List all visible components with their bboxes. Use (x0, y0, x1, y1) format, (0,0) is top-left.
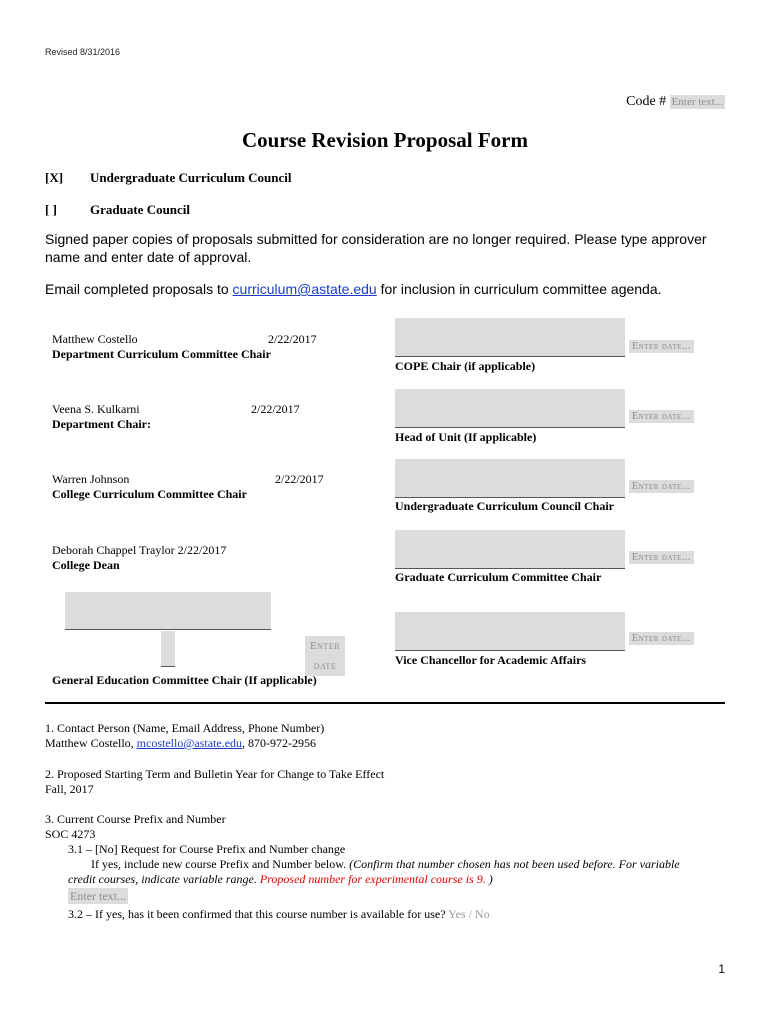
signer-role: Department Chair: (52, 417, 151, 431)
question-1 (45, 721, 725, 751)
council-graduate[interactable] (45, 202, 190, 218)
question-3-answer: SOC 4273 (45, 827, 96, 841)
yes-no-selector[interactable]: Yes / No (448, 907, 490, 921)
signer-date: 2/22/2017 (177, 543, 227, 557)
signer-role: College Curriculum Committee Chair (52, 487, 247, 501)
date-input-cope[interactable]: Enter date... (629, 340, 694, 353)
question-3-2: 3.2 – If yes, has it been confirmed that this course number is available for use? Yes / No (68, 907, 490, 921)
code-label: Code # (626, 94, 667, 109)
question-2-label: 2. Proposed Starting Term and Bulletin Year for Change to Take Effect (45, 767, 385, 781)
signature-college-curriculum-chair (52, 472, 342, 504)
council-checkbox[interactable]: [ ] (45, 202, 57, 217)
signer-date: 2/22/2017 (275, 472, 324, 486)
signer-name: Matthew Costello (52, 332, 138, 346)
code-field (626, 94, 725, 110)
date-input-head-of-unit[interactable]: Enter date... (629, 410, 694, 423)
question-1-answer: Matthew Costello, mcostello@astate.edu, 870-972-2956 (45, 736, 317, 750)
revised-date: Revised 8/31/2016 (45, 47, 121, 57)
date-input-vice-chancellor[interactable]: Enter date... (629, 632, 694, 645)
question-3 (45, 812, 725, 922)
gen-ed-role: General Education Committee Chair (If applicable) (52, 673, 317, 687)
gen-ed-date-input[interactable]: Enter date (305, 636, 345, 676)
council-checkbox[interactable]: [X] (45, 170, 64, 185)
date-input-ucc-chair[interactable]: Enter date... (629, 480, 694, 493)
signer-name: Veena S. Kulkarni (52, 402, 140, 416)
signature-field-ucc-chair[interactable] (395, 459, 625, 498)
gen-ed-signature-field[interactable] (65, 592, 271, 630)
role-grad-chair: Graduate Curriculum Committee Chair (395, 570, 602, 584)
page-number: 1 (718, 962, 725, 976)
email-link[interactable]: curriculum@astate.edu (232, 281, 377, 297)
question-2 (45, 767, 725, 797)
email-instructions: Email completed proposals to curriculum@astate.edu for inclusion in curriculum committee agenda. (45, 281, 662, 297)
signer-role: College Dean (52, 558, 120, 572)
section-divider (45, 702, 725, 704)
role-ucc-chair: Undergraduate Curriculum Council Chair (395, 499, 614, 513)
signature-dept-curriculum-chair (52, 332, 342, 364)
question-2-answer: Fall, 2017 (45, 782, 94, 796)
contact-email-link[interactable]: mcostello@astate.edu (136, 736, 243, 750)
question-3-1-label: 3.1 – [No] Request for Course Prefix and Number change (68, 842, 346, 856)
signer-name: Deborah Chappel Traylor (52, 543, 175, 557)
new-course-number-input[interactable]: Enter text... (70, 889, 126, 903)
signature-field-cope[interactable] (395, 318, 625, 357)
signer-role: Department Curriculum Committee Chair (52, 347, 271, 361)
question-3-label: 3. Current Course Prefix and Number (45, 812, 226, 826)
signer-date: 2/22/2017 (251, 402, 300, 416)
code-input[interactable]: Enter text... (671, 96, 723, 108)
signature-dept-chair (52, 402, 342, 434)
role-vice-chancellor: Vice Chancellor for Academic Affairs (395, 653, 587, 667)
date-input-grad-chair[interactable]: Enter date... (629, 551, 694, 564)
council-label: Undergraduate Curriculum Council (90, 170, 292, 185)
signature-field-vice-chancellor[interactable] (395, 612, 625, 651)
page-title: Course Revision Proposal Form (241, 128, 528, 152)
question-1-label: 1. Contact Person (Name, Email Address, Phone Number) (45, 721, 325, 735)
signature-college-dean (52, 543, 342, 575)
signature-field-head-of-unit[interactable] (395, 389, 625, 428)
council-undergraduate[interactable] (45, 170, 292, 186)
role-head-of-unit: Head of Unit (If applicable) (395, 430, 537, 444)
question-3-1-instructions: If yes, include new course Prefix and Number below. (Confirm that number chosen has not been used before. For variable credit courses, indicate variable range. Proposed number for experimental course is 9. ) (68, 857, 680, 886)
role-cope: COPE Chair (if applicable) (395, 359, 536, 373)
signature-field-grad-chair[interactable] (395, 530, 625, 569)
gen-ed-signature-field-extension[interactable] (161, 631, 175, 667)
council-label: Graduate Council (90, 202, 191, 217)
signer-date: 2/22/2017 (268, 332, 317, 346)
signed-note: Signed paper copies of proposals submitted for consideration are no longer required. Please type approver name and enter date of approval. (45, 231, 707, 265)
signer-name: Warren Johnson (52, 472, 130, 486)
